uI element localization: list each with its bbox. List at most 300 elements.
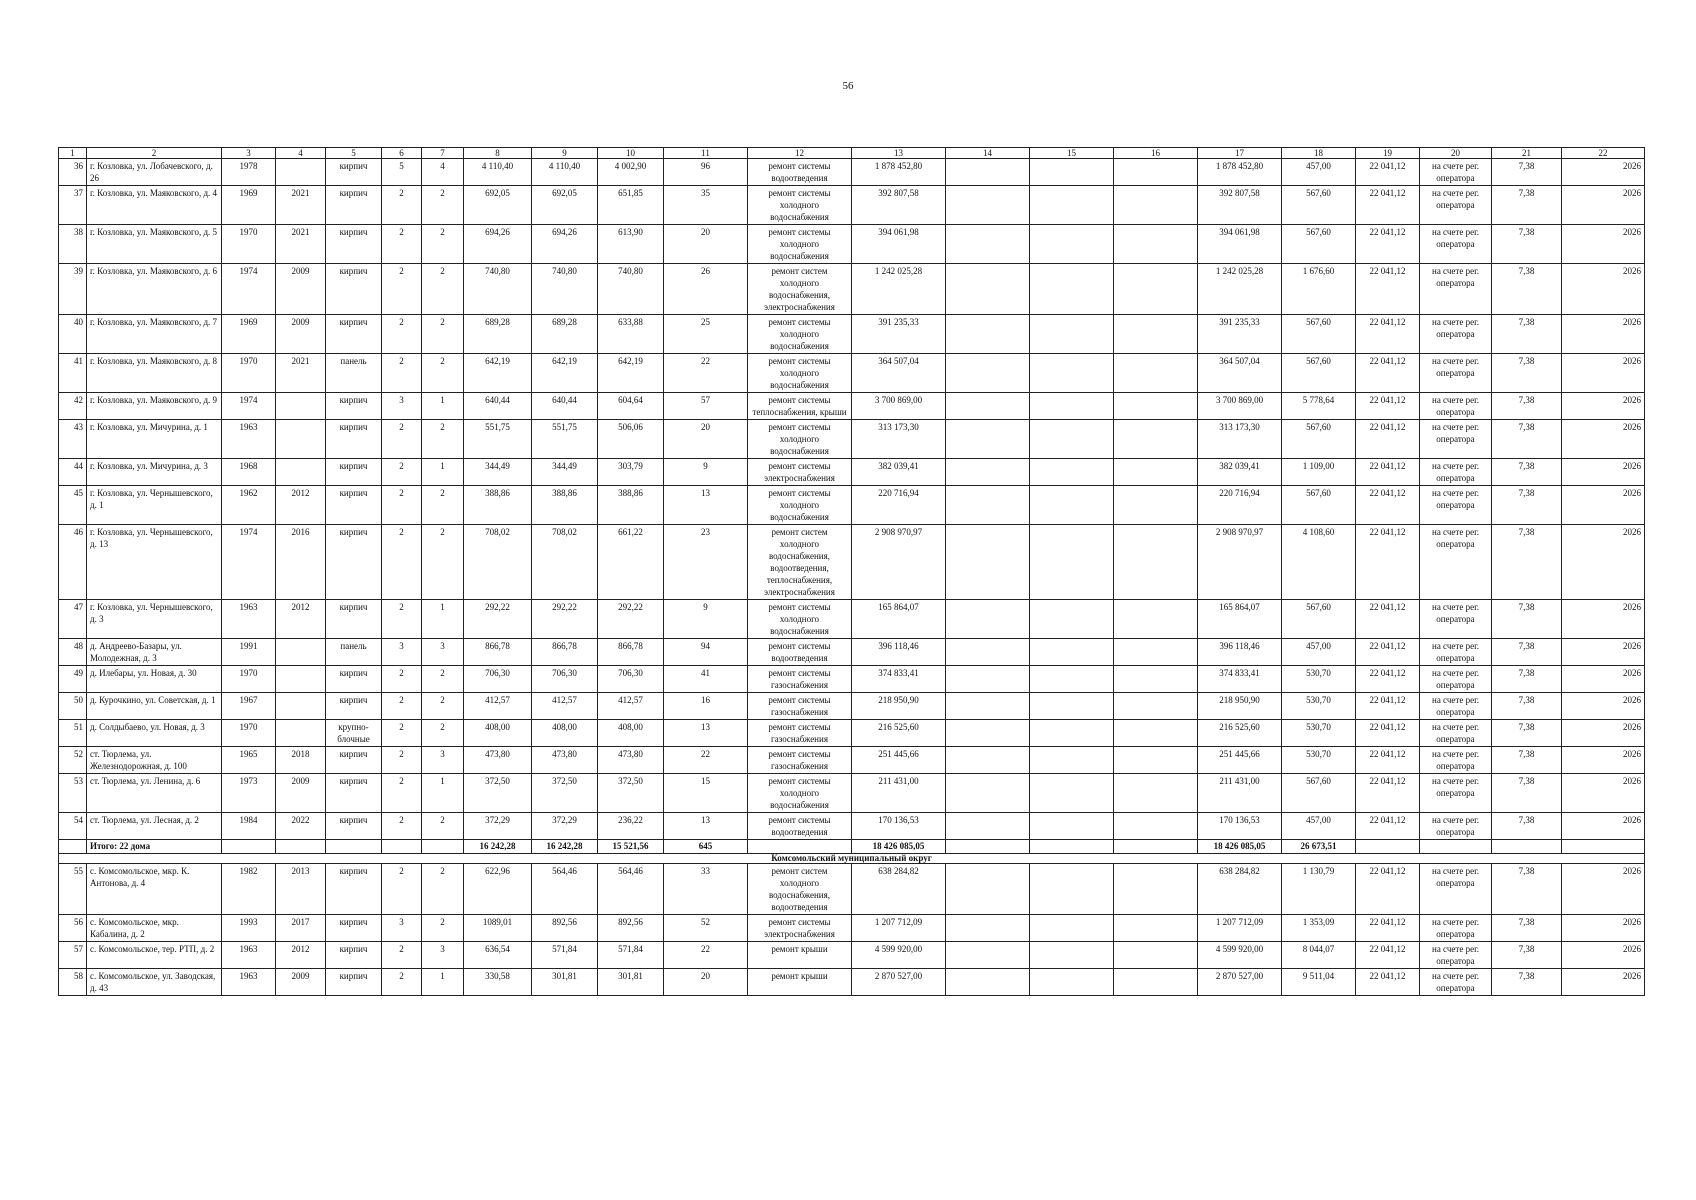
area-2-cell: 412,57	[532, 693, 598, 720]
row-number-cell: 40	[59, 315, 87, 354]
page-number: 56	[842, 80, 854, 92]
max-unit-cost-cell: 22 041,12	[1356, 693, 1420, 720]
wall-material-cell: панель	[326, 639, 382, 666]
empty-15-cell	[1030, 486, 1114, 525]
year-last-repair-cell: 2021	[276, 225, 326, 264]
cost-cell: 364 507,04	[852, 354, 946, 393]
area-2-cell: 708,02	[532, 525, 598, 600]
rate-cell: 7,38	[1492, 393, 1562, 420]
year-built-cell: 1969	[222, 186, 276, 225]
floors-cell: 2	[382, 420, 422, 459]
fund-method-cell: на счете рег. оператора	[1420, 225, 1492, 264]
wall-material-cell: крупно-блочные	[326, 720, 382, 747]
unit-cost-cell: 567,60	[1282, 774, 1356, 813]
cost-cell: 313 173,30	[852, 420, 946, 459]
table-row	[59, 459, 1645, 486]
table-row	[59, 600, 1645, 639]
address-cell: г. Козловка, ул. Лобачевского, д. 26	[87, 159, 222, 186]
rate-cell: 7,38	[1492, 693, 1562, 720]
year-last-repair-cell: 2009	[276, 315, 326, 354]
total-area-1: 16 242,28	[464, 840, 532, 854]
entrances-cell: 2	[422, 315, 464, 354]
cost-17-cell: 216 525,60	[1198, 720, 1282, 747]
year-built-cell: 1962	[222, 486, 276, 525]
year-built-cell: 1969	[222, 315, 276, 354]
fund-method-cell: на счете рег. оператора	[1420, 600, 1492, 639]
plan-year-cell: 2026	[1562, 774, 1645, 813]
year-built-cell: 1974	[222, 393, 276, 420]
fund-method-cell: на счете рег. оператора	[1420, 720, 1492, 747]
empty-15-cell	[1030, 942, 1114, 969]
rate-cell: 7,38	[1492, 942, 1562, 969]
max-unit-cost-cell: 22 041,12	[1356, 459, 1420, 486]
max-unit-cost-cell: 22 041,12	[1356, 720, 1420, 747]
total-residents: 645	[664, 840, 748, 854]
year-last-repair-cell: 2021	[276, 186, 326, 225]
unit-cost-cell: 1 676,60	[1282, 264, 1356, 315]
row-number-cell: 39	[59, 264, 87, 315]
column-header: 12	[748, 148, 852, 159]
plan-year-cell: 2026	[1562, 264, 1645, 315]
wall-material-cell: кирпич	[326, 813, 382, 840]
area-3-cell: 4 002,90	[598, 159, 664, 186]
empty-14-cell	[946, 813, 1030, 840]
plan-year-cell: 2026	[1562, 159, 1645, 186]
rate-cell: 7,38	[1492, 186, 1562, 225]
max-unit-cost-cell: 22 041,12	[1356, 942, 1420, 969]
wall-material-cell: кирпич	[326, 159, 382, 186]
year-last-repair-cell: 2016	[276, 525, 326, 600]
empty-15-cell	[1030, 264, 1114, 315]
year-last-repair-cell: 2012	[276, 600, 326, 639]
column-header: 21	[1492, 148, 1562, 159]
year-built-cell: 1970	[222, 354, 276, 393]
work-type-cell: ремонт системы теплоснабжения, крыши	[748, 393, 852, 420]
cost-17-cell: 4 599 920,00	[1198, 942, 1282, 969]
rate-cell: 7,38	[1492, 315, 1562, 354]
floors-cell: 5	[382, 159, 422, 186]
entrances-cell: 2	[422, 225, 464, 264]
column-header: 10	[598, 148, 664, 159]
address-cell: с. Комсомольское, тер. РТП, д. 2	[87, 942, 222, 969]
residents-cell: 22	[664, 354, 748, 393]
work-type-cell: ремонт систем холодного водоснабжения, водоотведения, теплоснабжения, электроснабжения	[748, 525, 852, 600]
year-built-cell: 1968	[222, 459, 276, 486]
empty-14-cell	[946, 264, 1030, 315]
area-3-cell: 303,79	[598, 459, 664, 486]
row-number-cell: 44	[59, 459, 87, 486]
column-header: 22	[1562, 148, 1645, 159]
empty-14-cell	[946, 420, 1030, 459]
empty-15-cell	[1030, 666, 1114, 693]
column-header: 8	[464, 148, 532, 159]
work-type-cell: ремонт системы газоснабжения	[748, 693, 852, 720]
total-unit-cost: 26 673,51	[1282, 840, 1356, 854]
year-built-cell: 1993	[222, 915, 276, 942]
residents-cell: 94	[664, 639, 748, 666]
fund-method-cell: на счете рег. оператора	[1420, 486, 1492, 525]
row-number-cell: 38	[59, 225, 87, 264]
address-cell: г. Козловка, ул. Маяковского, д. 8	[87, 354, 222, 393]
cost-cell: 216 525,60	[852, 720, 946, 747]
year-built-cell: 1973	[222, 774, 276, 813]
cost-cell: 638 284,82	[852, 864, 946, 915]
row-number-cell: 50	[59, 693, 87, 720]
floors-cell: 3	[382, 915, 422, 942]
wall-material-cell: кирпич	[326, 864, 382, 915]
rows-group-kozlovka	[59, 159, 1645, 840]
area-2-cell: 388,86	[532, 486, 598, 525]
total-area-cell: 473,80	[464, 747, 532, 774]
wall-material-cell: кирпич	[326, 264, 382, 315]
empty-16-cell	[1114, 813, 1198, 840]
area-2-cell: 292,22	[532, 600, 598, 639]
column-header: 16	[1114, 148, 1198, 159]
plan-year-cell: 2026	[1562, 486, 1645, 525]
unit-cost-cell: 530,70	[1282, 666, 1356, 693]
fund-method-cell: на счете рег. оператора	[1420, 774, 1492, 813]
floors-cell: 2	[382, 486, 422, 525]
empty-15-cell	[1030, 639, 1114, 666]
column-header: 4	[276, 148, 326, 159]
rate-cell: 7,38	[1492, 159, 1562, 186]
table-row	[59, 666, 1645, 693]
year-last-repair-cell	[276, 693, 326, 720]
address-cell: г. Козловка, ул. Мичурина, д. 1	[87, 420, 222, 459]
unit-cost-cell: 567,60	[1282, 186, 1356, 225]
total-area-cell: 708,02	[464, 525, 532, 600]
empty-14-cell	[946, 969, 1030, 996]
residents-cell: 96	[664, 159, 748, 186]
empty-14-cell	[946, 693, 1030, 720]
residents-cell: 52	[664, 915, 748, 942]
plan-year-cell: 2026	[1562, 720, 1645, 747]
work-type-cell: ремонт системы холодного водоснабжения	[748, 774, 852, 813]
residents-cell: 35	[664, 186, 748, 225]
work-type-cell: ремонт системы газоснабжения	[748, 720, 852, 747]
year-built-cell: 1991	[222, 639, 276, 666]
year-last-repair-cell: 2018	[276, 747, 326, 774]
year-built-cell: 1967	[222, 693, 276, 720]
empty-16-cell	[1114, 774, 1198, 813]
empty-16-cell	[1114, 315, 1198, 354]
area-2-cell: 740,80	[532, 264, 598, 315]
empty-14-cell	[946, 942, 1030, 969]
entrances-cell: 1	[422, 969, 464, 996]
table-row	[59, 774, 1645, 813]
floors-cell: 2	[382, 864, 422, 915]
unit-cost-cell: 567,60	[1282, 315, 1356, 354]
address-cell: г. Козловка, ул. Маяковского, д. 5	[87, 225, 222, 264]
plan-year-cell: 2026	[1562, 354, 1645, 393]
unit-cost-cell: 567,60	[1282, 600, 1356, 639]
year-built-cell: 1965	[222, 747, 276, 774]
max-unit-cost-cell: 22 041,12	[1356, 774, 1420, 813]
residents-cell: 26	[664, 264, 748, 315]
empty-14-cell	[946, 915, 1030, 942]
table-row	[59, 420, 1645, 459]
floors-cell: 2	[382, 774, 422, 813]
area-2-cell: 642,19	[532, 354, 598, 393]
cost-cell: 391 235,33	[852, 315, 946, 354]
address-cell: г. Козловка, ул. Маяковского, д. 6	[87, 264, 222, 315]
unit-cost-cell: 567,60	[1282, 225, 1356, 264]
floors-cell: 2	[382, 942, 422, 969]
row-number-cell: 42	[59, 393, 87, 420]
cost-cell: 218 950,90	[852, 693, 946, 720]
year-built-cell: 1970	[222, 720, 276, 747]
address-cell: ст. Тюрлема, ул. Ленина, д. 6	[87, 774, 222, 813]
area-2-cell: 694,26	[532, 225, 598, 264]
max-unit-cost-cell: 22 041,12	[1356, 969, 1420, 996]
floors-cell: 2	[382, 666, 422, 693]
total-row	[59, 840, 1645, 854]
rate-cell: 7,38	[1492, 600, 1562, 639]
fund-method-cell: на счете рег. оператора	[1420, 666, 1492, 693]
unit-cost-cell: 567,60	[1282, 354, 1356, 393]
unit-cost-cell: 530,70	[1282, 693, 1356, 720]
column-header: 6	[382, 148, 422, 159]
empty-15-cell	[1030, 774, 1114, 813]
unit-cost-cell: 567,60	[1282, 420, 1356, 459]
empty-16-cell	[1114, 720, 1198, 747]
rate-cell: 7,38	[1492, 720, 1562, 747]
row-number-cell: 37	[59, 186, 87, 225]
residents-cell: 13	[664, 720, 748, 747]
year-last-repair-cell: 2017	[276, 915, 326, 942]
floors-cell: 2	[382, 720, 422, 747]
year-last-repair-cell	[276, 639, 326, 666]
residents-cell: 20	[664, 969, 748, 996]
rate-cell: 7,38	[1492, 225, 1562, 264]
table-row	[59, 969, 1645, 996]
cost-cell: 374 833,41	[852, 666, 946, 693]
empty-14-cell	[946, 315, 1030, 354]
unit-cost-cell: 1 353,09	[1282, 915, 1356, 942]
row-number-cell: 43	[59, 420, 87, 459]
entrances-cell: 2	[422, 486, 464, 525]
area-2-cell: 692,05	[532, 186, 598, 225]
row-number-cell: 41	[59, 354, 87, 393]
empty-14-cell	[946, 720, 1030, 747]
total-area-cell: 388,86	[464, 486, 532, 525]
rate-cell: 7,38	[1492, 459, 1562, 486]
plan-year-cell: 2026	[1562, 639, 1645, 666]
max-unit-cost-cell: 22 041,12	[1356, 159, 1420, 186]
year-built-cell: 1974	[222, 264, 276, 315]
rate-cell: 7,38	[1492, 864, 1562, 915]
area-3-cell: 892,56	[598, 915, 664, 942]
plan-year-cell: 2026	[1562, 420, 1645, 459]
fund-method-cell: на счете рег. оператора	[1420, 393, 1492, 420]
table-row	[59, 639, 1645, 666]
empty-15-cell	[1030, 747, 1114, 774]
max-unit-cost-cell: 22 041,12	[1356, 420, 1420, 459]
max-unit-cost-cell: 22 041,12	[1356, 666, 1420, 693]
residents-cell: 9	[664, 600, 748, 639]
year-last-repair-cell: 2013	[276, 864, 326, 915]
address-cell: г. Козловка, ул. Чернышевского, д. 3	[87, 600, 222, 639]
cost-cell: 2 870 527,00	[852, 969, 946, 996]
entrances-cell: 2	[422, 525, 464, 600]
rate-cell: 7,38	[1492, 639, 1562, 666]
work-type-cell: ремонт системы газоснабжения	[748, 666, 852, 693]
entrances-cell: 2	[422, 354, 464, 393]
table-row	[59, 159, 1645, 186]
column-header: 7	[422, 148, 464, 159]
empty-14-cell	[946, 486, 1030, 525]
cost-17-cell: 165 864,07	[1198, 600, 1282, 639]
empty-15-cell	[1030, 915, 1114, 942]
address-cell: г. Козловка, ул. Маяковского, д. 7	[87, 315, 222, 354]
cost-17-cell: 2 870 527,00	[1198, 969, 1282, 996]
area-2-cell: 408,00	[532, 720, 598, 747]
unit-cost-cell: 530,70	[1282, 747, 1356, 774]
unit-cost-cell: 530,70	[1282, 720, 1356, 747]
address-cell: д. Андреево-Базары, ул. Молодежная, д. 3	[87, 639, 222, 666]
area-3-cell: 651,85	[598, 186, 664, 225]
floors-cell: 2	[382, 693, 422, 720]
address-cell: ст. Тюрлема, ул. Железнодорожная, д. 100	[87, 747, 222, 774]
rate-cell: 7,38	[1492, 525, 1562, 600]
max-unit-cost-cell: 22 041,12	[1356, 600, 1420, 639]
area-3-cell: 236,22	[598, 813, 664, 840]
entrances-cell: 2	[422, 693, 464, 720]
residents-cell: 9	[664, 459, 748, 486]
max-unit-cost-cell: 22 041,12	[1356, 639, 1420, 666]
empty-16-cell	[1114, 666, 1198, 693]
fund-method-cell: на счете рег. оператора	[1420, 813, 1492, 840]
section-title: Комсомольский муниципальный округ	[59, 854, 1645, 864]
entrances-cell: 1	[422, 774, 464, 813]
area-2-cell: 372,29	[532, 813, 598, 840]
wall-material-cell: кирпич	[326, 393, 382, 420]
floors-cell: 2	[382, 186, 422, 225]
column-number-header	[59, 148, 1645, 159]
cost-17-cell: 364 507,04	[1198, 354, 1282, 393]
wall-material-cell: кирпич	[326, 600, 382, 639]
year-built-cell: 1963	[222, 942, 276, 969]
plan-year-cell: 2026	[1562, 315, 1645, 354]
empty-16-cell	[1114, 225, 1198, 264]
wall-material-cell: кирпич	[326, 315, 382, 354]
column-header: 1	[59, 148, 87, 159]
cost-17-cell: 2 908 970,97	[1198, 525, 1282, 600]
column-header: 20	[1420, 148, 1492, 159]
year-built-cell: 1963	[222, 969, 276, 996]
empty-16-cell	[1114, 915, 1198, 942]
cost-17-cell: 391 235,33	[1198, 315, 1282, 354]
column-header: 5	[326, 148, 382, 159]
fund-method-cell: на счете рег. оператора	[1420, 969, 1492, 996]
plan-year-cell: 2026	[1562, 600, 1645, 639]
column-header: 19	[1356, 148, 1420, 159]
unit-cost-cell: 1 109,00	[1282, 459, 1356, 486]
area-2-cell: 551,75	[532, 420, 598, 459]
table-row	[59, 693, 1645, 720]
floors-cell: 2	[382, 264, 422, 315]
address-cell: г. Козловка, ул. Чернышевского, д. 1	[87, 486, 222, 525]
total-area-cell: 372,50	[464, 774, 532, 813]
wall-material-cell: кирпич	[326, 666, 382, 693]
cost-17-cell: 170 136,53	[1198, 813, 1282, 840]
wall-material-cell: кирпич	[326, 486, 382, 525]
year-last-repair-cell: 2012	[276, 942, 326, 969]
total-cost-17: 18 426 085,05	[1198, 840, 1282, 854]
year-last-repair-cell	[276, 159, 326, 186]
cost-cell: 1 207 712,09	[852, 915, 946, 942]
unit-cost-cell: 457,00	[1282, 639, 1356, 666]
unit-cost-cell: 457,00	[1282, 159, 1356, 186]
cost-cell: 251 445,66	[852, 747, 946, 774]
year-last-repair-cell: 2009	[276, 969, 326, 996]
section-row	[59, 854, 1645, 864]
residents-cell: 33	[664, 864, 748, 915]
entrances-cell: 3	[422, 639, 464, 666]
wall-material-cell: кирпич	[326, 774, 382, 813]
area-2-cell: 640,44	[532, 393, 598, 420]
work-type-cell: ремонт систем холодного водоснабжения, водоотведения	[748, 864, 852, 915]
cost-17-cell: 382 039,41	[1198, 459, 1282, 486]
rate-cell: 7,38	[1492, 666, 1562, 693]
max-unit-cost-cell: 22 041,12	[1356, 354, 1420, 393]
rows-group-komsomolsky	[59, 864, 1645, 996]
plan-year-cell: 2026	[1562, 747, 1645, 774]
column-header: 13	[852, 148, 946, 159]
row-number-cell: 54	[59, 813, 87, 840]
empty-15-cell	[1030, 315, 1114, 354]
area-3-cell: 292,22	[598, 600, 664, 639]
cost-17-cell: 218 950,90	[1198, 693, 1282, 720]
wall-material-cell: кирпич	[326, 693, 382, 720]
empty-14-cell	[946, 159, 1030, 186]
row-number-cell: 55	[59, 864, 87, 915]
plan-year-cell: 2026	[1562, 969, 1645, 996]
plan-year-cell: 2026	[1562, 693, 1645, 720]
empty-16-cell	[1114, 486, 1198, 525]
work-type-cell: ремонт системы холодного водоснабжения	[748, 186, 852, 225]
fund-method-cell: на счете рег. оператора	[1420, 315, 1492, 354]
plan-year-cell: 2026	[1562, 525, 1645, 600]
entrances-cell: 2	[422, 666, 464, 693]
empty-14-cell	[946, 459, 1030, 486]
floors-cell: 2	[382, 354, 422, 393]
area-3-cell: 613,90	[598, 225, 664, 264]
area-3-cell: 706,30	[598, 666, 664, 693]
empty-16-cell	[1114, 186, 1198, 225]
empty-16-cell	[1114, 969, 1198, 996]
total-and-section	[59, 840, 1645, 864]
cost-cell: 220 716,94	[852, 486, 946, 525]
area-2-cell: 571,84	[532, 942, 598, 969]
rate-cell: 7,38	[1492, 813, 1562, 840]
entrances-cell: 2	[422, 864, 464, 915]
entrances-cell: 2	[422, 813, 464, 840]
year-last-repair-cell	[276, 393, 326, 420]
row-number-cell: 49	[59, 666, 87, 693]
work-type-cell: ремонт системы холодного водоснабжения	[748, 420, 852, 459]
address-cell: г. Козловка, ул. Мичурина, д. 3	[87, 459, 222, 486]
total-area-cell: 636,54	[464, 942, 532, 969]
floors-cell: 2	[382, 600, 422, 639]
empty-16-cell	[1114, 600, 1198, 639]
cost-17-cell: 392 807,58	[1198, 186, 1282, 225]
empty-15-cell	[1030, 693, 1114, 720]
fund-method-cell: на счете рег. оператора	[1420, 159, 1492, 186]
empty-15-cell	[1030, 420, 1114, 459]
table-row	[59, 942, 1645, 969]
area-3-cell: 564,46	[598, 864, 664, 915]
